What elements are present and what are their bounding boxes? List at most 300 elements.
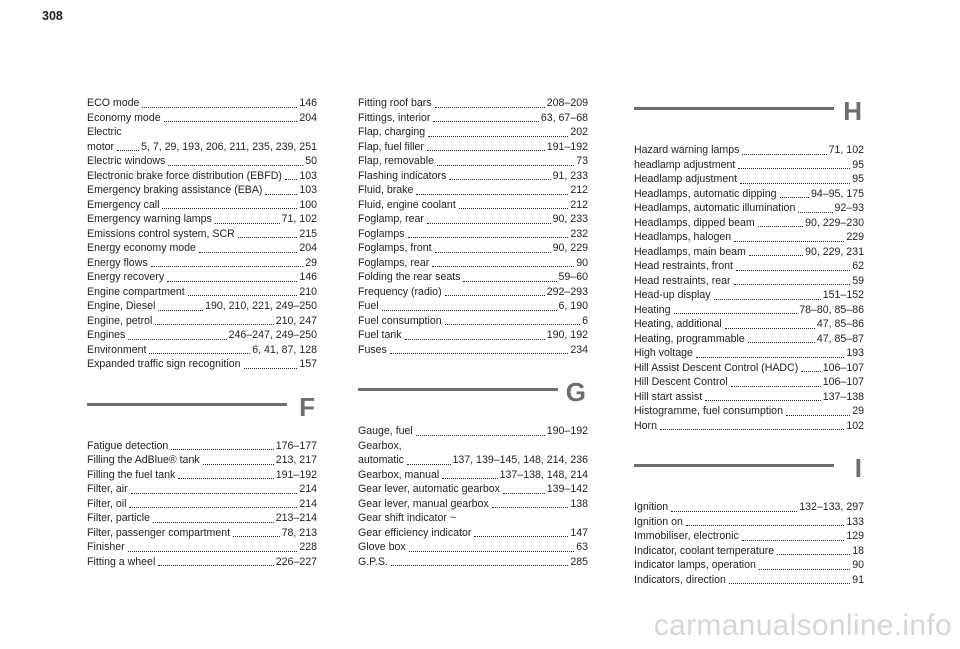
dot-leader [416, 435, 545, 436]
index-term: Head restraints, rear [634, 274, 731, 287]
index-entry [358, 154, 588, 169]
dot-leader [155, 324, 273, 325]
page-reference: 147 [570, 526, 588, 539]
index-term: Gear lever, automatic gearbox [358, 483, 500, 495]
page-reference: 91 [852, 573, 864, 586]
page-reference: 193 [846, 347, 864, 359]
index-entry [87, 227, 317, 242]
index-term: Fluid, engine coolant [358, 198, 456, 211]
section-header-f [87, 392, 317, 436]
dot-leader [153, 522, 274, 523]
page-reference: 95 [852, 158, 864, 171]
dot-leader [151, 266, 304, 267]
index-list [87, 96, 317, 372]
index-entry [634, 390, 864, 405]
index-entry [634, 259, 864, 274]
index-entry [87, 198, 317, 213]
page-reference: 210 [299, 285, 317, 298]
dot-leader [696, 357, 844, 358]
index-term: Energy flows [87, 256, 148, 269]
index-entry [87, 357, 317, 372]
dot-leader [405, 339, 545, 340]
index-term: Heating, additional [634, 318, 722, 330]
index-entry [634, 216, 864, 231]
index-term: Immobiliser, electronic [634, 530, 739, 542]
page-reference: 285 [570, 555, 588, 568]
dot-leader [442, 478, 497, 479]
dot-leader [759, 569, 850, 570]
dot-leader [749, 255, 803, 256]
index-term: Headlamps, automatic dipping [634, 187, 777, 200]
index-entry [87, 241, 317, 256]
index-term: motor [87, 140, 115, 153]
page-reference: 232 [570, 227, 588, 240]
page-reference: 190, 210, 221, 249–250 [205, 300, 317, 312]
index-entry [87, 468, 317, 483]
page-reference: 94–95, 175 [810, 187, 864, 200]
index-term: Hill Descent Control [634, 376, 728, 388]
index-term: High voltage [634, 347, 693, 359]
dot-leader [742, 154, 826, 155]
page-reference: 190–192 [546, 425, 588, 437]
index-entry [634, 529, 864, 544]
page-reference: 90, 229 [552, 242, 588, 254]
index-entry [87, 169, 317, 184]
index-term: Fatigue detection [87, 439, 169, 452]
index-entry [358, 241, 588, 256]
page-reference: 133 [846, 515, 864, 528]
index-term: Hill start assist [634, 390, 703, 403]
index-entry [358, 111, 588, 126]
index-entry [87, 154, 317, 169]
index-entry [358, 285, 588, 300]
index-term: Economy mode [87, 111, 161, 124]
index-entry [634, 158, 864, 173]
index-entry [87, 526, 317, 541]
dot-leader [428, 136, 568, 137]
index-term: Filter, particle [87, 512, 150, 524]
index-term: Engine, petrol [87, 314, 153, 327]
page-reference: 157 [299, 358, 317, 370]
page-reference: 71, 102 [828, 144, 864, 156]
section-divider [358, 388, 558, 391]
index-term: Emergency warning lamps [87, 213, 212, 225]
index-column-1 [87, 96, 317, 569]
section-letter: I [854, 453, 862, 483]
dot-leader [671, 511, 797, 512]
index-term: Filter, air [87, 483, 128, 495]
page-reference: 151–152 [822, 289, 864, 301]
page-reference: 90 [852, 559, 864, 571]
index-entry [634, 317, 864, 332]
dot-leader [128, 551, 298, 552]
dot-leader [435, 252, 551, 253]
index-entry [634, 544, 864, 559]
dot-leader [427, 150, 545, 151]
index-term: Expanded traffic sign recognition [87, 358, 241, 370]
index-term: Head-up display [634, 289, 711, 301]
dot-leader [142, 107, 297, 108]
dot-leader [128, 339, 226, 340]
dot-leader [758, 226, 803, 227]
watermark: carmanualsonline.info [653, 609, 952, 642]
index-term: Fuel [358, 300, 379, 312]
dot-leader [238, 237, 298, 238]
index-entry [87, 270, 317, 285]
index-entry [358, 140, 588, 155]
index-term: Gearbox, [358, 439, 402, 452]
index-entry [634, 288, 864, 303]
page-reference: 176–177 [275, 439, 317, 452]
dot-leader [171, 449, 273, 450]
page-reference: 234 [570, 343, 588, 356]
index-entry [634, 143, 864, 158]
dot-leader [492, 507, 569, 508]
section-divider [634, 107, 834, 110]
dot-leader [233, 536, 280, 537]
index-list [358, 96, 588, 357]
page-reference: 106–107 [822, 361, 864, 374]
dot-leader [199, 252, 297, 253]
page-reference: 129 [846, 530, 864, 542]
index-entry [87, 540, 317, 555]
index-entry [358, 227, 588, 242]
page-reference: 47, 85–87 [816, 332, 864, 345]
index-entry [634, 361, 864, 376]
page-reference: 5, 7, 29, 193, 206, 211, 235, 239, 251 [141, 140, 317, 153]
page-reference: 78–80, 85–86 [799, 303, 864, 316]
index-term: automatic [358, 454, 404, 466]
index-entry [634, 303, 864, 318]
index-entry [87, 439, 317, 454]
page-reference: 29 [852, 405, 864, 417]
dot-leader [445, 295, 545, 296]
index-entry [358, 482, 588, 497]
dot-leader [705, 400, 820, 401]
index-term: G.P.S. [358, 555, 388, 568]
index-term: Foglamps [358, 227, 405, 240]
page-reference: 213, 217 [275, 454, 317, 466]
dot-leader [660, 429, 844, 430]
page-reference: 90, 233 [552, 213, 588, 225]
section-letter: H [843, 96, 862, 126]
index-term: Emergency call [87, 198, 160, 211]
index-entry [358, 212, 588, 227]
index-entry [87, 96, 317, 111]
dot-leader [463, 281, 556, 282]
dot-leader [738, 168, 850, 169]
index-term: Flap, fuel filler [358, 140, 424, 153]
index-entry [358, 424, 588, 439]
index-term: Electronic brake force distribution (EBFD) [87, 169, 282, 182]
dot-leader [734, 241, 844, 242]
index-term: Gear efficiency indicator [358, 526, 472, 539]
page-reference: 59 [852, 274, 864, 287]
dot-leader [162, 208, 297, 209]
index-term: Indicator lamps, operation [634, 559, 756, 571]
dot-leader [748, 342, 815, 343]
dot-leader [503, 493, 545, 494]
index-entry [358, 511, 588, 526]
index-entry [87, 343, 317, 358]
index-entry [634, 332, 864, 347]
page-reference: 78, 213 [281, 526, 317, 539]
page-reference: 132–133, 297 [799, 501, 864, 513]
index-term: Headlamps, automatic illumination [634, 202, 796, 214]
dot-leader [203, 464, 274, 465]
dot-leader [129, 507, 297, 508]
index-entry [358, 468, 588, 483]
page-reference: 103 [299, 169, 317, 182]
index-term: Energy economy mode [87, 242, 196, 254]
page-reference: 212 [570, 198, 588, 211]
dot-leader [474, 536, 568, 537]
index-entry [87, 212, 317, 227]
dot-leader [391, 565, 568, 566]
dot-leader [215, 223, 280, 224]
dot-leader [437, 165, 574, 166]
index-term: Gear lever, manual gearbox [358, 497, 489, 510]
dot-leader [734, 284, 851, 285]
page-reference: 212 [570, 184, 588, 196]
page-reference: 59–60 [558, 271, 588, 283]
index-entry [87, 314, 317, 329]
index-term: Fluid, brake [358, 184, 414, 196]
page-reference: 63, 67–68 [540, 111, 588, 124]
index-entry [358, 526, 588, 541]
index-term: Engine compartment [87, 285, 185, 298]
dot-leader [244, 368, 298, 369]
index-term: Flap, removable [358, 155, 434, 167]
section-divider [634, 464, 834, 467]
index-term: Fuel consumption [358, 314, 442, 327]
index-entry [87, 111, 317, 126]
index-entry [358, 343, 588, 358]
index-term: Fuel tank [358, 329, 402, 341]
dot-leader [382, 310, 557, 311]
page-reference: 29 [305, 256, 317, 269]
page-reference: 90, 229, 231 [805, 245, 864, 258]
index-term: ECO mode [87, 97, 140, 109]
dot-leader [149, 353, 250, 354]
index-entry [634, 558, 864, 573]
index-entry [634, 515, 864, 530]
dot-leader [686, 525, 844, 526]
page-reference: 50 [305, 155, 317, 167]
index-column-3 [634, 96, 864, 587]
dot-leader [416, 194, 568, 195]
index-term: Gear shift indicator ~ [358, 512, 457, 524]
index-entry [634, 201, 864, 216]
index-entry [358, 328, 588, 343]
index-term: Environment [87, 343, 147, 356]
dot-leader [435, 107, 545, 108]
index-entry [634, 187, 864, 202]
index-entry [358, 169, 588, 184]
dot-leader [178, 478, 273, 479]
dot-leader [409, 551, 575, 552]
dot-leader [164, 121, 298, 122]
page-reference: 191–192 [546, 140, 588, 153]
index-term: Glove box [358, 541, 406, 553]
index-entry [634, 172, 864, 187]
index-term: Gauge, fuel [358, 425, 413, 437]
index-term: Fuses [358, 343, 387, 356]
index-list [634, 143, 864, 433]
dot-leader [265, 194, 297, 195]
index-term: Horn [634, 419, 657, 432]
page-reference: 191–192 [275, 468, 317, 481]
index-term: Heating, programmable [634, 332, 745, 345]
dot-leader [158, 565, 273, 566]
index-term: headlamp adjustment [634, 158, 736, 171]
page-reference: 91, 233 [552, 169, 588, 182]
page-reference: 90, 229–230 [805, 216, 864, 229]
index-entry [358, 183, 588, 198]
index-entry [358, 96, 588, 111]
dot-leader [117, 150, 139, 151]
index-term: Energy recovery [87, 271, 165, 283]
page-reference: 228 [299, 541, 317, 553]
index-entry [634, 500, 864, 515]
dot-leader [167, 281, 297, 282]
page-reference: 246–247, 249–250 [228, 329, 317, 341]
index-term: Foglamps, front [358, 242, 432, 254]
index-term: Engines [87, 329, 126, 341]
index-term: Gearbox, manual [358, 468, 440, 481]
dot-leader [731, 386, 821, 387]
page-reference: 71, 102 [281, 213, 317, 225]
index-entry [87, 256, 317, 271]
index-entry [358, 314, 588, 329]
page-reference: 73 [576, 155, 588, 167]
page-reference: 6, 41, 87, 128 [252, 343, 317, 356]
dot-leader [432, 266, 574, 267]
index-entry [634, 375, 864, 390]
index-entry [358, 299, 588, 314]
page-reference: 137–138, 148, 214 [499, 468, 588, 481]
section-header-i [634, 453, 864, 497]
page-reference: 214 [299, 497, 317, 510]
index-term: Indicators, direction [634, 573, 726, 586]
page-reference: 6, 190 [558, 300, 588, 312]
page-reference: 137, 139–145, 148, 214, 236 [452, 454, 588, 466]
page-reference: 226–227 [275, 555, 317, 568]
index-term: Emergency braking assistance (EBA) [87, 184, 263, 196]
index-entry [634, 573, 864, 588]
index-term: Hill Assist Descent Control (HADC) [634, 361, 799, 374]
index-entry [358, 125, 588, 140]
page-reference: 92–93 [834, 202, 864, 214]
index-entry [634, 419, 864, 434]
index-entry [87, 328, 317, 343]
page-reference: 63 [576, 541, 588, 553]
page-reference: 204 [299, 111, 317, 124]
index-entry [87, 183, 317, 198]
page-reference: 190, 192 [546, 329, 588, 341]
index-term: Filling the AdBlue® tank [87, 454, 200, 466]
page-reference: 90 [576, 256, 588, 269]
index-entry [358, 497, 588, 512]
page-reference: 102 [846, 419, 864, 432]
index-term: Electric [87, 126, 122, 138]
index-list [87, 439, 317, 570]
dot-leader [786, 415, 850, 416]
index-list [358, 424, 588, 569]
page-reference: 18 [852, 544, 864, 557]
index-term: Filling the fuel tank [87, 468, 176, 481]
dot-leader [798, 212, 832, 213]
index-entry [634, 230, 864, 245]
page-reference: 47, 85–86 [816, 318, 864, 330]
index-term: Hazard warning lamps [634, 144, 740, 156]
dot-leader [188, 295, 298, 296]
index-term: Frequency (radio) [358, 285, 442, 298]
page-reference: 146 [299, 271, 317, 283]
index-term: Headlamps, halogen [634, 231, 732, 243]
index-term: Folding the rear seats [358, 271, 461, 283]
page-reference: 210, 247 [275, 314, 317, 327]
page-reference: 204 [299, 242, 317, 254]
dot-leader [674, 313, 798, 314]
section-header-h [634, 96, 864, 140]
index-term: Heating [634, 303, 671, 316]
index-entry [87, 299, 317, 314]
dot-leader [736, 270, 850, 271]
dot-leader [459, 208, 569, 209]
index-term: Fitting a wheel [87, 555, 156, 568]
dot-leader [408, 237, 569, 238]
page-reference: 202 [570, 126, 588, 138]
index-list [634, 500, 864, 587]
index-term: Foglamp, rear [358, 213, 424, 225]
index-entry [634, 245, 864, 260]
index-term: Headlamps, main beam [634, 245, 746, 258]
index-entry [87, 497, 317, 512]
index-term: Head restraints, front [634, 260, 733, 272]
dot-leader [390, 353, 568, 354]
index-entry [87, 140, 317, 155]
index-term: Fitting roof bars [358, 97, 432, 109]
index-term: Electric windows [87, 155, 166, 167]
index-term: Headlamps, dipped beam [634, 216, 755, 229]
index-term: Emissions control system, SCR [87, 227, 235, 240]
page-reference: 208–209 [546, 97, 588, 109]
page-reference: 6 [582, 314, 588, 327]
index-term: Ignition [634, 501, 669, 513]
dot-leader [729, 583, 850, 584]
index-entry [87, 482, 317, 497]
index-term: Engine, Diesel [87, 300, 156, 312]
dot-leader [445, 324, 580, 325]
index-term: Foglamps, rear [358, 256, 430, 269]
index-term: Finisher [87, 541, 125, 553]
index-entry [358, 540, 588, 555]
dot-leader [285, 179, 297, 180]
index-entry [358, 453, 588, 468]
index-entry [87, 555, 317, 570]
index-term: Ignition on [634, 515, 683, 528]
section-divider [87, 403, 287, 406]
section-letter: G [565, 377, 586, 407]
page-reference: 95 [852, 173, 864, 185]
dot-leader [780, 197, 809, 198]
page-number: 308 [42, 9, 63, 23]
index-term: Flap, charging [358, 126, 426, 138]
dot-leader [433, 121, 538, 122]
page-reference: 139–142 [546, 483, 588, 495]
index-term: Indicator, coolant temperature [634, 544, 775, 557]
